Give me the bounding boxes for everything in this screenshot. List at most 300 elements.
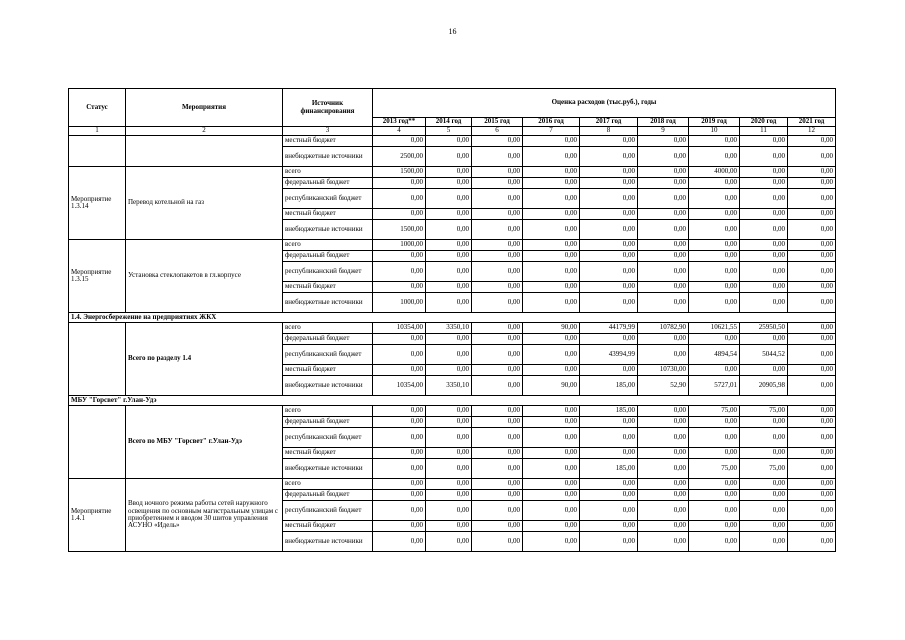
value-cell: 0,00 bbox=[472, 532, 523, 552]
value-cell: 4894,54 bbox=[689, 345, 740, 365]
value-cell: 0,00 bbox=[472, 334, 523, 345]
source-cell: местный бюджет bbox=[283, 365, 373, 376]
value-cell: 75,00 bbox=[740, 459, 788, 479]
value-cell: 10782,90 bbox=[638, 323, 689, 334]
value-cell: 0,00 bbox=[426, 262, 472, 282]
source-cell: федеральный бюджет bbox=[283, 334, 373, 345]
value-cell: 0,00 bbox=[740, 178, 788, 189]
value-cell: 0,00 bbox=[373, 136, 426, 147]
value-cell: 0,00 bbox=[373, 417, 426, 428]
measure-cell: Ввод ночного режима работы сетей наружного освещения по основным магистральным улицам с приобретением и вводом 30 шитов управления АСУНО «Идель» bbox=[126, 479, 283, 552]
value-cell: 0,00 bbox=[373, 345, 426, 365]
value-cell: 0,00 bbox=[426, 209, 472, 220]
value-cell: 10621,55 bbox=[689, 323, 740, 334]
value-cell: 0,00 bbox=[788, 334, 836, 345]
value-cell: 0,00 bbox=[472, 136, 523, 147]
header-year: 2015 год bbox=[472, 118, 523, 127]
value-cell: 0,00 bbox=[788, 167, 836, 178]
value-cell: 0,00 bbox=[689, 490, 740, 501]
value-cell: 25950,50 bbox=[740, 323, 788, 334]
value-cell: 0,00 bbox=[580, 189, 638, 209]
value-cell: 0,00 bbox=[426, 459, 472, 479]
value-cell: 0,00 bbox=[689, 220, 740, 240]
value-cell: 0,00 bbox=[740, 262, 788, 282]
value-cell: 0,00 bbox=[523, 334, 580, 345]
measure-cell: Перевод котельной на газ bbox=[126, 167, 283, 240]
value-cell: 0,00 bbox=[580, 251, 638, 262]
value-cell: 0,00 bbox=[472, 428, 523, 448]
header-year: 2020 год bbox=[740, 118, 788, 127]
source-cell: федеральный бюджет bbox=[283, 490, 373, 501]
value-cell: 0,00 bbox=[426, 136, 472, 147]
value-cell: 0,00 bbox=[472, 376, 523, 396]
value-cell: 0,00 bbox=[426, 345, 472, 365]
value-cell: 0,00 bbox=[638, 521, 689, 532]
source-cell: внебюджетные источники bbox=[283, 293, 373, 313]
value-cell: 0,00 bbox=[638, 262, 689, 282]
column-number: 2 bbox=[126, 127, 283, 136]
column-number: 10 bbox=[689, 127, 740, 136]
value-cell: 0,00 bbox=[472, 209, 523, 220]
value-cell: 0,00 bbox=[472, 501, 523, 521]
value-cell: 0,00 bbox=[472, 417, 523, 428]
value-cell: 0,00 bbox=[740, 448, 788, 459]
header-year: 2018 год bbox=[638, 118, 689, 127]
value-cell: 0,00 bbox=[426, 521, 472, 532]
value-cell: 0,00 bbox=[373, 178, 426, 189]
value-cell: 0,00 bbox=[689, 417, 740, 428]
value-cell: 0,00 bbox=[523, 136, 580, 147]
header-year: 2021 год bbox=[788, 118, 836, 127]
value-cell: 4000,00 bbox=[689, 167, 740, 178]
value-cell: 0,00 bbox=[638, 209, 689, 220]
column-number: 7 bbox=[523, 127, 580, 136]
source-cell: федеральный бюджет bbox=[283, 251, 373, 262]
value-cell: 0,00 bbox=[689, 136, 740, 147]
value-cell: 0,00 bbox=[740, 282, 788, 293]
value-cell: 1500,00 bbox=[373, 167, 426, 178]
value-cell: 0,00 bbox=[740, 189, 788, 209]
value-cell: 10730,00 bbox=[638, 365, 689, 376]
value-cell: 0,00 bbox=[788, 501, 836, 521]
source-cell: всего bbox=[283, 479, 373, 490]
value-cell: 0,00 bbox=[740, 293, 788, 313]
value-cell: 0,00 bbox=[580, 147, 638, 167]
column-number: 1 bbox=[69, 127, 126, 136]
source-cell: республиканский бюджет bbox=[283, 189, 373, 209]
value-cell: 185,00 bbox=[580, 376, 638, 396]
value-cell: 0,00 bbox=[689, 147, 740, 167]
value-cell: 0,00 bbox=[472, 251, 523, 262]
value-cell: 0,00 bbox=[788, 490, 836, 501]
value-cell: 0,00 bbox=[689, 479, 740, 490]
value-cell: 0,00 bbox=[373, 209, 426, 220]
value-cell: 0,00 bbox=[740, 147, 788, 167]
table-row bbox=[69, 167, 836, 178]
value-cell: 0,00 bbox=[638, 334, 689, 345]
value-cell: 0,00 bbox=[788, 459, 836, 479]
value-cell: 0,00 bbox=[426, 147, 472, 167]
column-number: 12 bbox=[788, 127, 836, 136]
value-cell: 0,00 bbox=[580, 167, 638, 178]
value-cell: 0,00 bbox=[788, 220, 836, 240]
header-year: 2017 год bbox=[580, 118, 638, 127]
value-cell: 0,00 bbox=[426, 501, 472, 521]
value-cell: 0,00 bbox=[638, 293, 689, 313]
measure-cell: Всего по МБУ "Горсвет" г.Улан-Удэ bbox=[126, 406, 283, 479]
value-cell: 0,00 bbox=[426, 406, 472, 417]
value-cell: 0,00 bbox=[523, 189, 580, 209]
table-row bbox=[69, 479, 836, 490]
table-row bbox=[69, 406, 836, 417]
value-cell: 0,00 bbox=[523, 479, 580, 490]
value-cell: 3350,10 bbox=[426, 376, 472, 396]
source-cell: всего bbox=[283, 323, 373, 334]
status-cell: Мероприятие 1.4.1 bbox=[69, 479, 126, 552]
value-cell: 0,00 bbox=[638, 345, 689, 365]
source-cell: всего bbox=[283, 167, 373, 178]
value-cell: 0,00 bbox=[788, 365, 836, 376]
source-cell: местный бюджет bbox=[283, 448, 373, 459]
value-cell: 0,00 bbox=[689, 365, 740, 376]
value-cell: 0,00 bbox=[426, 365, 472, 376]
value-cell: 0,00 bbox=[740, 428, 788, 448]
value-cell: 0,00 bbox=[638, 459, 689, 479]
value-cell: 185,00 bbox=[580, 459, 638, 479]
value-cell: 0,00 bbox=[472, 490, 523, 501]
value-cell: 0,00 bbox=[426, 479, 472, 490]
source-cell: внебюджетные источники bbox=[283, 376, 373, 396]
value-cell: 2500,00 bbox=[373, 147, 426, 167]
value-cell: 0,00 bbox=[689, 251, 740, 262]
value-cell: 0,00 bbox=[373, 334, 426, 345]
table-row bbox=[69, 240, 836, 251]
value-cell: 0,00 bbox=[472, 282, 523, 293]
value-cell: 0,00 bbox=[788, 189, 836, 209]
value-cell: 0,00 bbox=[689, 532, 740, 552]
value-cell: 0,00 bbox=[638, 220, 689, 240]
value-cell: 20905,98 bbox=[740, 376, 788, 396]
value-cell: 0,00 bbox=[426, 189, 472, 209]
table-body bbox=[69, 136, 836, 552]
status-cell: Мероприятие 1.3.14 bbox=[69, 167, 126, 240]
value-cell: 0,00 bbox=[740, 417, 788, 428]
value-cell: 0,00 bbox=[788, 251, 836, 262]
section-row bbox=[69, 396, 836, 406]
value-cell: 0,00 bbox=[523, 147, 580, 167]
section-title: 1.4. Энергосбережение на предприятиях ЖКХ bbox=[69, 313, 836, 323]
value-cell: 0,00 bbox=[523, 209, 580, 220]
source-cell: внебюджетные источники bbox=[283, 147, 373, 167]
value-cell: 0,00 bbox=[740, 334, 788, 345]
value-cell: 0,00 bbox=[523, 501, 580, 521]
value-cell: 0,00 bbox=[472, 365, 523, 376]
column-number: 11 bbox=[740, 127, 788, 136]
value-cell: 0,00 bbox=[638, 501, 689, 521]
column-number: 8 bbox=[580, 127, 638, 136]
table-row bbox=[69, 136, 836, 147]
value-cell: 0,00 bbox=[689, 428, 740, 448]
value-cell: 0,00 bbox=[523, 365, 580, 376]
section-row bbox=[69, 313, 836, 323]
source-cell: республиканский бюджет bbox=[283, 262, 373, 282]
measure-cell: Всего по разделу 1.4 bbox=[126, 323, 283, 396]
value-cell: 0,00 bbox=[689, 178, 740, 189]
page-number: 16 bbox=[448, 27, 457, 36]
value-cell: 0,00 bbox=[788, 479, 836, 490]
source-cell: республиканский бюджет bbox=[283, 345, 373, 365]
value-cell: 10354,00 bbox=[373, 376, 426, 396]
value-cell: 0,00 bbox=[426, 178, 472, 189]
value-cell: 0,00 bbox=[638, 428, 689, 448]
value-cell: 0,00 bbox=[740, 521, 788, 532]
value-cell: 0,00 bbox=[788, 209, 836, 220]
value-cell: 0,00 bbox=[788, 417, 836, 428]
value-cell: 185,00 bbox=[580, 406, 638, 417]
header-source: Источник финансирования bbox=[283, 89, 373, 127]
value-cell: 1000,00 bbox=[373, 293, 426, 313]
value-cell: 0,00 bbox=[426, 282, 472, 293]
value-cell: 3350,10 bbox=[426, 323, 472, 334]
value-cell: 0,00 bbox=[580, 220, 638, 240]
value-cell: 0,00 bbox=[523, 490, 580, 501]
value-cell: 0,00 bbox=[788, 428, 836, 448]
section-title: МБУ "Горсвет" г.Улан-Удэ bbox=[69, 396, 836, 406]
value-cell: 5727,01 bbox=[689, 376, 740, 396]
value-cell: 0,00 bbox=[373, 428, 426, 448]
value-cell: 0,00 bbox=[740, 167, 788, 178]
source-cell: федеральный бюджет bbox=[283, 178, 373, 189]
value-cell: 0,00 bbox=[523, 282, 580, 293]
value-cell: 0,00 bbox=[426, 251, 472, 262]
value-cell: 0,00 bbox=[523, 167, 580, 178]
value-cell: 0,00 bbox=[373, 406, 426, 417]
column-number: 4 bbox=[373, 127, 426, 136]
value-cell: 0,00 bbox=[472, 459, 523, 479]
header-measures: Мероприятия bbox=[126, 89, 283, 127]
value-cell: 0,00 bbox=[472, 406, 523, 417]
value-cell: 0,00 bbox=[580, 293, 638, 313]
value-cell: 75,00 bbox=[689, 406, 740, 417]
table-row bbox=[69, 323, 836, 334]
header-status: Статус bbox=[69, 89, 126, 127]
value-cell: 90,00 bbox=[523, 376, 580, 396]
value-cell: 0,00 bbox=[523, 459, 580, 479]
value-cell: 52,90 bbox=[638, 376, 689, 396]
budget-table bbox=[68, 88, 836, 552]
value-cell: 0,00 bbox=[373, 282, 426, 293]
value-cell: 44179,99 bbox=[580, 323, 638, 334]
value-cell: 0,00 bbox=[580, 532, 638, 552]
value-cell: 0,00 bbox=[638, 479, 689, 490]
value-cell: 0,00 bbox=[426, 220, 472, 240]
value-cell: 0,00 bbox=[638, 240, 689, 251]
value-cell: 0,00 bbox=[472, 293, 523, 313]
source-cell: местный бюджет bbox=[283, 209, 373, 220]
value-cell: 0,00 bbox=[373, 448, 426, 459]
value-cell: 0,00 bbox=[638, 532, 689, 552]
source-cell: местный бюджет bbox=[283, 521, 373, 532]
value-cell: 0,00 bbox=[788, 521, 836, 532]
value-cell: 0,00 bbox=[426, 428, 472, 448]
value-cell: 0,00 bbox=[523, 178, 580, 189]
value-cell: 0,00 bbox=[523, 220, 580, 240]
value-cell: 0,00 bbox=[580, 178, 638, 189]
value-cell: 0,00 bbox=[426, 448, 472, 459]
value-cell: 1000,00 bbox=[373, 240, 426, 251]
value-cell: 0,00 bbox=[426, 490, 472, 501]
value-cell: 0,00 bbox=[373, 365, 426, 376]
value-cell: 0,00 bbox=[788, 178, 836, 189]
column-number: 5 bbox=[426, 127, 472, 136]
source-cell: внебюджетные источники bbox=[283, 220, 373, 240]
value-cell: 0,00 bbox=[580, 240, 638, 251]
value-cell: 0,00 bbox=[638, 490, 689, 501]
value-cell: 0,00 bbox=[740, 240, 788, 251]
value-cell: 0,00 bbox=[373, 251, 426, 262]
value-cell: 0,00 bbox=[689, 282, 740, 293]
status-cell bbox=[69, 406, 126, 479]
value-cell: 0,00 bbox=[373, 189, 426, 209]
value-cell: 0,00 bbox=[523, 262, 580, 282]
value-cell: 5044,52 bbox=[740, 345, 788, 365]
source-cell: федеральный бюджет bbox=[283, 417, 373, 428]
value-cell: 0,00 bbox=[373, 459, 426, 479]
value-cell: 0,00 bbox=[788, 147, 836, 167]
value-cell: 0,00 bbox=[373, 479, 426, 490]
source-cell: республиканский бюджет bbox=[283, 428, 373, 448]
value-cell: 0,00 bbox=[638, 417, 689, 428]
value-cell: 0,00 bbox=[523, 251, 580, 262]
value-cell: 0,00 bbox=[788, 293, 836, 313]
value-cell: 0,00 bbox=[580, 262, 638, 282]
value-cell: 0,00 bbox=[426, 532, 472, 552]
value-cell: 0,00 bbox=[373, 521, 426, 532]
value-cell: 0,00 bbox=[580, 448, 638, 459]
value-cell: 0,00 bbox=[638, 406, 689, 417]
source-cell: республиканский бюджет bbox=[283, 501, 373, 521]
value-cell: 0,00 bbox=[689, 448, 740, 459]
value-cell: 0,00 bbox=[523, 428, 580, 448]
value-cell: 0,00 bbox=[472, 178, 523, 189]
value-cell: 1500,00 bbox=[373, 220, 426, 240]
source-cell: местный бюджет bbox=[283, 136, 373, 147]
value-cell: 75,00 bbox=[740, 406, 788, 417]
value-cell: 0,00 bbox=[580, 490, 638, 501]
value-cell: 0,00 bbox=[638, 282, 689, 293]
value-cell: 0,00 bbox=[788, 262, 836, 282]
header-year: 2014 год bbox=[426, 118, 472, 127]
value-cell: 0,00 bbox=[426, 167, 472, 178]
value-cell: 0,00 bbox=[472, 345, 523, 365]
column-number: 3 bbox=[283, 127, 373, 136]
value-cell: 0,00 bbox=[580, 428, 638, 448]
value-cell: 0,00 bbox=[788, 406, 836, 417]
value-cell: 0,00 bbox=[740, 365, 788, 376]
value-cell: 0,00 bbox=[788, 282, 836, 293]
value-cell: 0,00 bbox=[689, 334, 740, 345]
value-cell: 0,00 bbox=[740, 479, 788, 490]
value-cell: 0,00 bbox=[373, 532, 426, 552]
value-cell: 0,00 bbox=[740, 220, 788, 240]
value-cell: 0,00 bbox=[523, 521, 580, 532]
status-cell: Мероприятие 1.3.15 bbox=[69, 240, 126, 313]
status-cell bbox=[69, 136, 126, 167]
source-cell: внебюджетные источники bbox=[283, 459, 373, 479]
value-cell: 0,00 bbox=[689, 293, 740, 313]
header-column-numbers-row bbox=[69, 127, 836, 136]
status-cell bbox=[69, 323, 126, 396]
value-cell: 0,00 bbox=[580, 334, 638, 345]
value-cell: 0,00 bbox=[523, 417, 580, 428]
value-cell: 0,00 bbox=[740, 251, 788, 262]
value-cell: 0,00 bbox=[472, 220, 523, 240]
value-cell: 90,00 bbox=[523, 323, 580, 334]
value-cell: 0,00 bbox=[373, 501, 426, 521]
value-cell: 75,00 bbox=[689, 459, 740, 479]
column-number: 9 bbox=[638, 127, 689, 136]
value-cell: 0,00 bbox=[580, 501, 638, 521]
value-cell: 43994,99 bbox=[580, 345, 638, 365]
measure-cell bbox=[126, 136, 283, 167]
value-cell: 0,00 bbox=[740, 501, 788, 521]
value-cell: 0,00 bbox=[580, 365, 638, 376]
value-cell: 0,00 bbox=[580, 136, 638, 147]
value-cell: 0,00 bbox=[580, 479, 638, 490]
value-cell: 0,00 bbox=[523, 532, 580, 552]
value-cell: 0,00 bbox=[472, 240, 523, 251]
source-cell: местный бюджет bbox=[283, 282, 373, 293]
value-cell: 0,00 bbox=[689, 262, 740, 282]
value-cell: 0,00 bbox=[472, 323, 523, 334]
value-cell: 0,00 bbox=[638, 251, 689, 262]
value-cell: 0,00 bbox=[788, 376, 836, 396]
value-cell: 0,00 bbox=[740, 209, 788, 220]
header-year: 2019 год bbox=[689, 118, 740, 127]
value-cell: 0,00 bbox=[689, 189, 740, 209]
source-cell: всего bbox=[283, 240, 373, 251]
value-cell: 0,00 bbox=[788, 136, 836, 147]
value-cell: 0,00 bbox=[740, 490, 788, 501]
value-cell: 0,00 bbox=[426, 417, 472, 428]
value-cell: 0,00 bbox=[523, 448, 580, 459]
source-cell: всего bbox=[283, 406, 373, 417]
value-cell: 0,00 bbox=[523, 406, 580, 417]
value-cell: 0,00 bbox=[638, 136, 689, 147]
value-cell: 0,00 bbox=[740, 532, 788, 552]
header-year: 2013 год** bbox=[373, 118, 426, 127]
value-cell: 0,00 bbox=[523, 345, 580, 365]
value-cell: 0,00 bbox=[580, 521, 638, 532]
value-cell: 0,00 bbox=[689, 521, 740, 532]
value-cell: 0,00 bbox=[788, 448, 836, 459]
value-cell: 0,00 bbox=[689, 501, 740, 521]
value-cell: 0,00 bbox=[788, 532, 836, 552]
value-cell: 0,00 bbox=[472, 262, 523, 282]
value-cell: 10354,00 bbox=[373, 323, 426, 334]
value-cell: 0,00 bbox=[580, 417, 638, 428]
value-cell: 0,00 bbox=[788, 323, 836, 334]
value-cell: 0,00 bbox=[373, 490, 426, 501]
value-cell: 0,00 bbox=[426, 293, 472, 313]
value-cell: 0,00 bbox=[580, 282, 638, 293]
value-cell: 0,00 bbox=[638, 178, 689, 189]
value-cell: 0,00 bbox=[472, 521, 523, 532]
value-cell: 0,00 bbox=[689, 209, 740, 220]
value-cell: 0,00 bbox=[523, 293, 580, 313]
header-year: 2016 год bbox=[523, 118, 580, 127]
value-cell: 0,00 bbox=[788, 345, 836, 365]
